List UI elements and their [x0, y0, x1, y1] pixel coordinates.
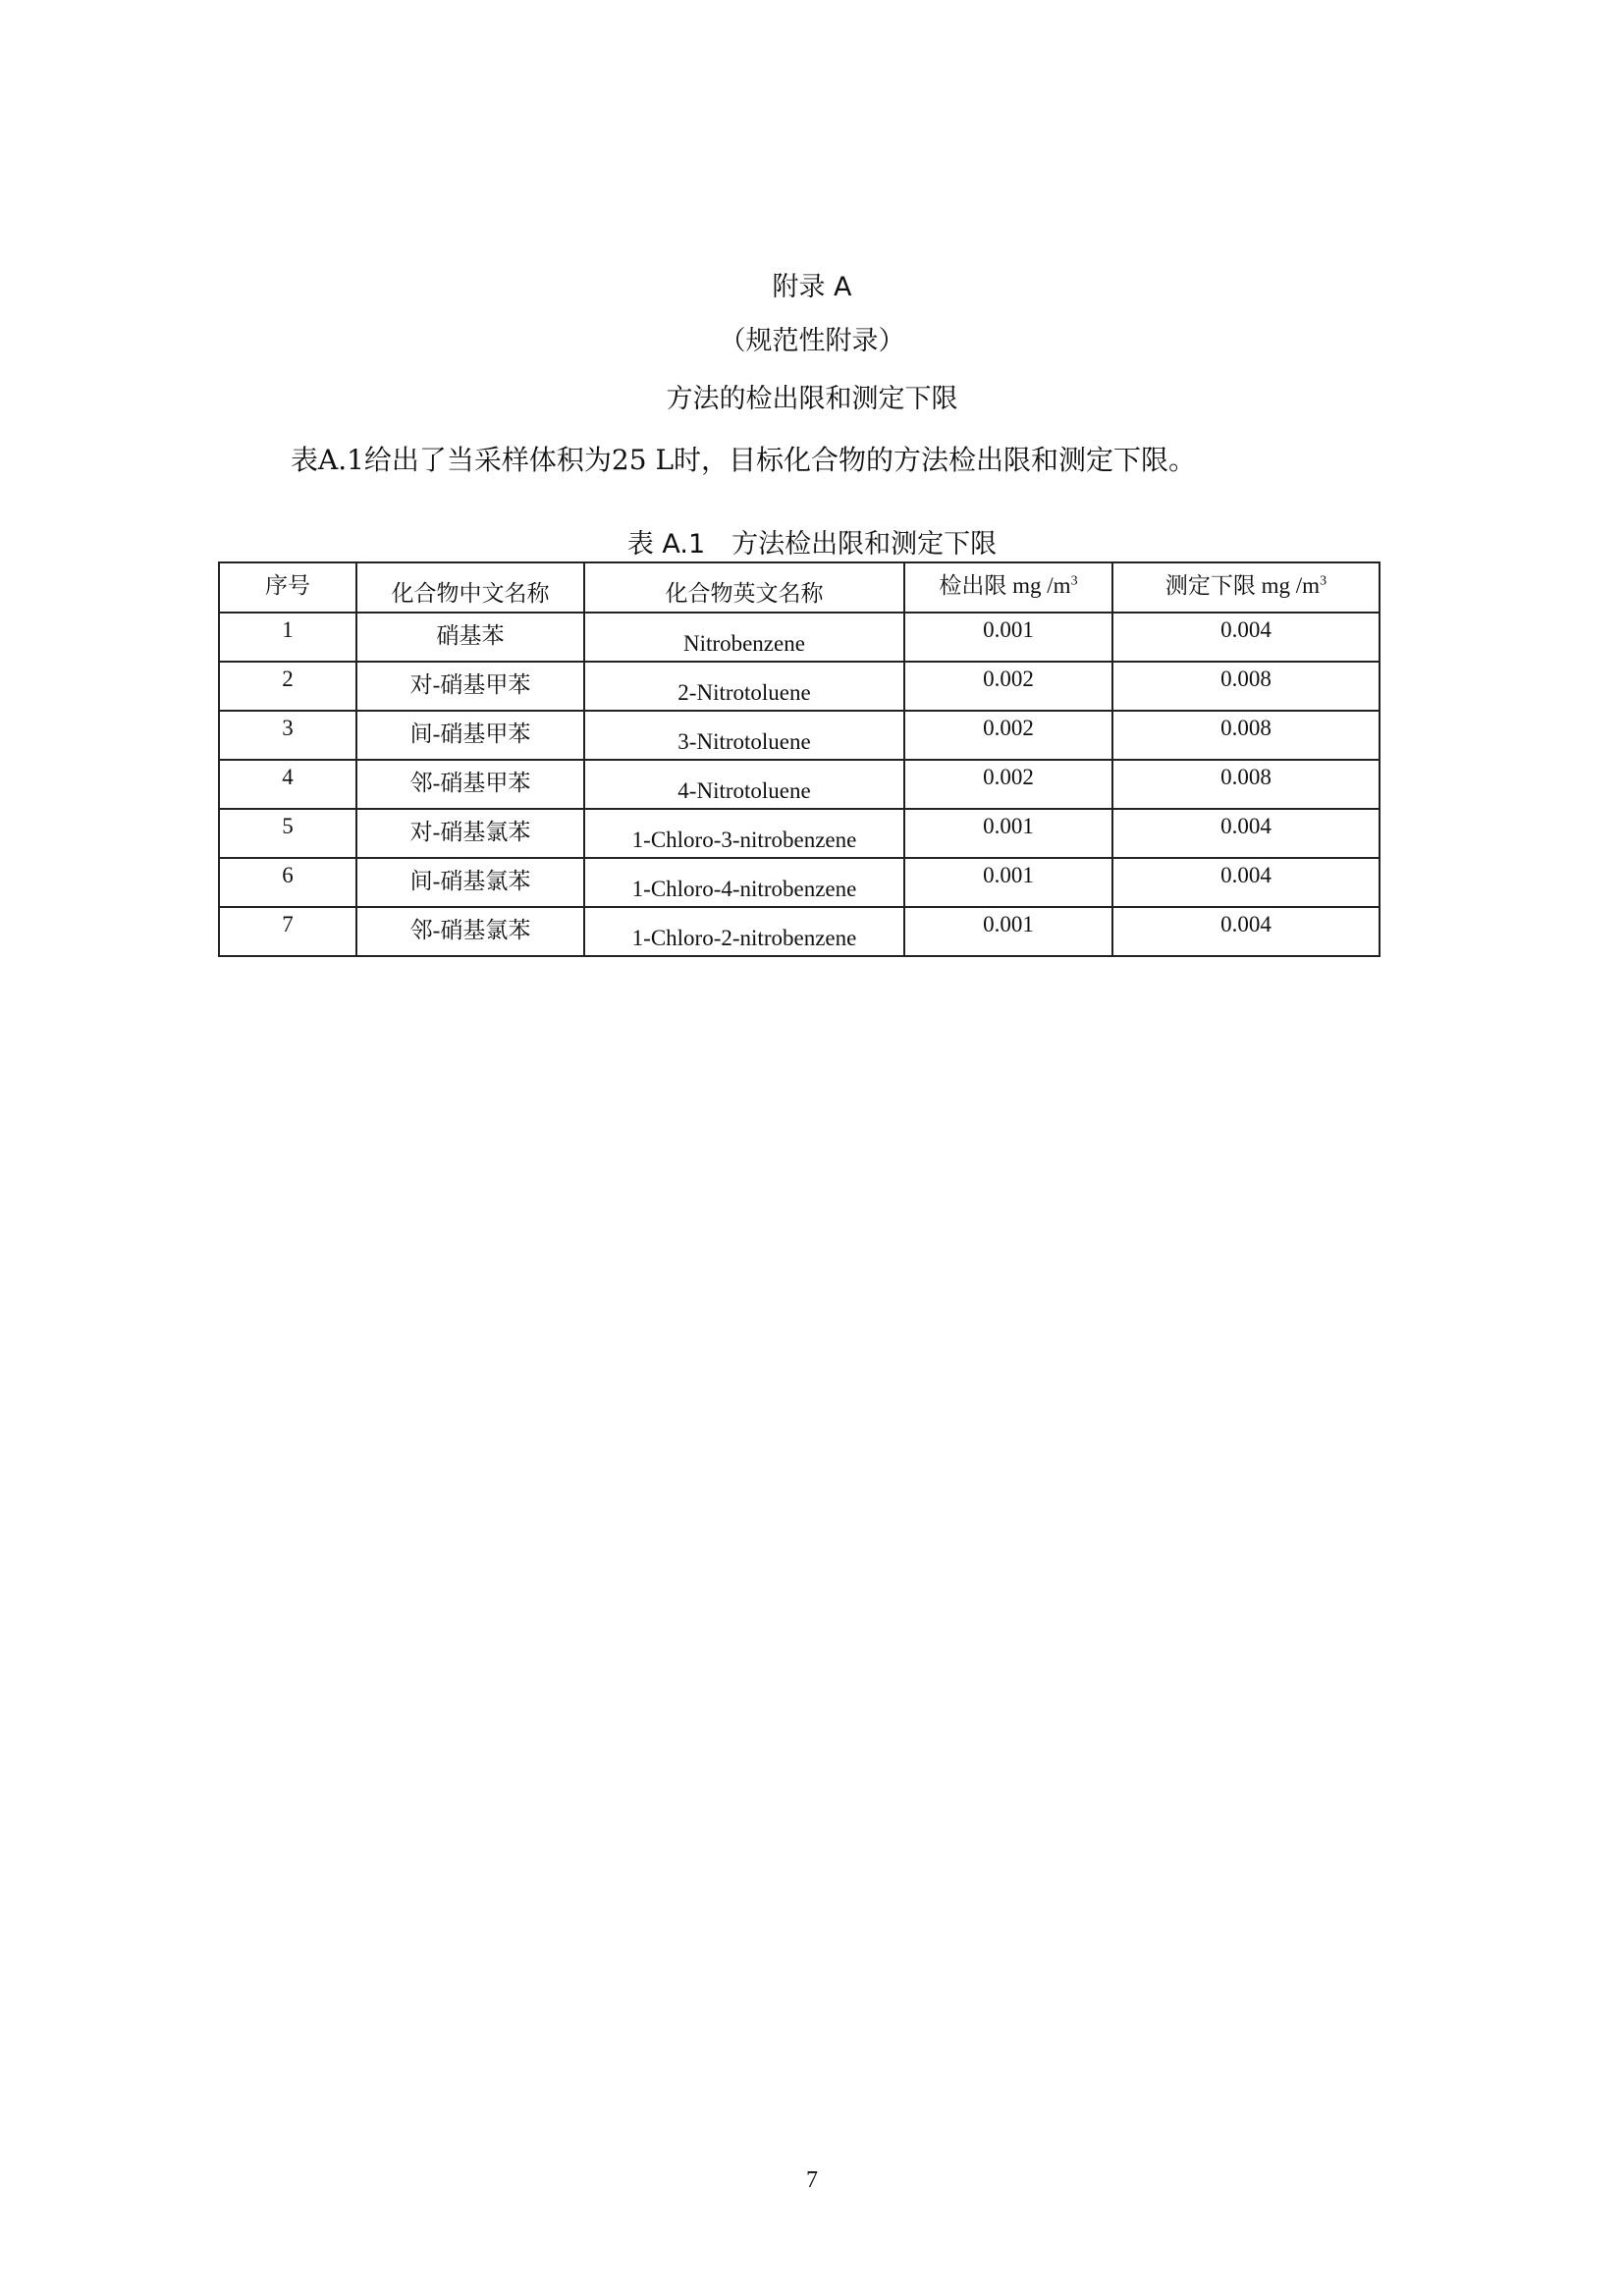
header-mdl-label: 检出限 mg /m — [939, 573, 1071, 598]
table-body — [219, 613, 1380, 956]
cell-en-name: 2-Nitrotoluene — [584, 662, 904, 711]
cell-mdl: 0.002 — [904, 760, 1112, 809]
cell-mql: 0.004 — [1112, 809, 1380, 858]
header-mql — [1112, 562, 1380, 613]
cell-mql: 0.008 — [1112, 760, 1380, 809]
header-mdl — [904, 562, 1112, 613]
cell-mdl: 0.001 — [904, 613, 1112, 662]
intro-paragraph: 表A.1给出了当采样体积为25 L时，目标化合物的方法检出限和测定下限。 — [291, 444, 1197, 476]
header-en-name: 化合物英文名称 — [584, 562, 904, 613]
table-row — [219, 662, 1380, 711]
cell-no: 1 — [219, 613, 356, 662]
cell-en-name: Nitrobenzene — [584, 613, 904, 662]
table-row — [219, 858, 1380, 907]
cell-cn-name: 邻-硝基甲苯 — [356, 760, 584, 809]
cell-cn-name: 对-硝基甲苯 — [356, 662, 584, 711]
cell-cn-name: 邻-硝基氯苯 — [356, 907, 584, 956]
cell-en-name: 3-Nitrotoluene — [584, 711, 904, 760]
cell-cn-name: 间-硝基氯苯 — [356, 858, 584, 907]
cell-mdl: 0.001 — [904, 858, 1112, 907]
cell-mql: 0.008 — [1112, 711, 1380, 760]
table-row — [219, 907, 1380, 956]
cell-no: 2 — [219, 662, 356, 711]
header-mql-label: 测定下限 mg /m — [1164, 573, 1321, 598]
cell-no: 5 — [219, 809, 356, 858]
table-row — [219, 613, 1380, 662]
cell-mql: 0.008 — [1112, 662, 1380, 711]
table-row — [219, 760, 1380, 809]
table-row — [219, 809, 1380, 858]
cell-mdl: 0.001 — [904, 809, 1112, 858]
page-number: 7 — [806, 2167, 818, 2193]
cell-no: 6 — [219, 858, 356, 907]
cell-cn-name: 间-硝基甲苯 — [356, 711, 584, 760]
cell-mql: 0.004 — [1112, 613, 1380, 662]
table-caption: 表 A.1 方法检出限和测定下限 — [626, 529, 998, 560]
table-row — [219, 711, 1380, 760]
cell-no: 4 — [219, 760, 356, 809]
cell-mdl: 0.002 — [904, 662, 1112, 711]
cell-mql: 0.004 — [1112, 858, 1380, 907]
header-mdl-sup: 3 — [1070, 573, 1078, 589]
table-header-row — [219, 562, 1380, 613]
cell-cn-name: 硝基苯 — [356, 613, 584, 662]
header-mql-sup: 3 — [1320, 573, 1327, 589]
appendix-type: （规范性附录） — [719, 326, 905, 356]
cell-en-name: 1-Chloro-3-nitrobenzene — [584, 809, 904, 858]
cell-en-name: 4-Nitrotoluene — [584, 760, 904, 809]
cell-no: 7 — [219, 907, 356, 956]
header-cn-name: 化合物中文名称 — [356, 562, 584, 613]
cell-mql: 0.004 — [1112, 907, 1380, 956]
cell-no: 3 — [219, 711, 356, 760]
cell-en-name: 1-Chloro-4-nitrobenzene — [584, 858, 904, 907]
detection-limit-table — [218, 561, 1380, 957]
cell-cn-name: 对-硝基氯苯 — [356, 809, 584, 858]
appendix-title: 方法的检出限和测定下限 — [666, 384, 958, 414]
cell-mdl: 0.002 — [904, 711, 1112, 760]
header-no: 序号 — [219, 562, 356, 613]
cell-en-name: 1-Chloro-2-nitrobenzene — [584, 907, 904, 956]
cell-mdl: 0.001 — [904, 907, 1112, 956]
appendix-heading: 附录 A — [772, 272, 852, 302]
